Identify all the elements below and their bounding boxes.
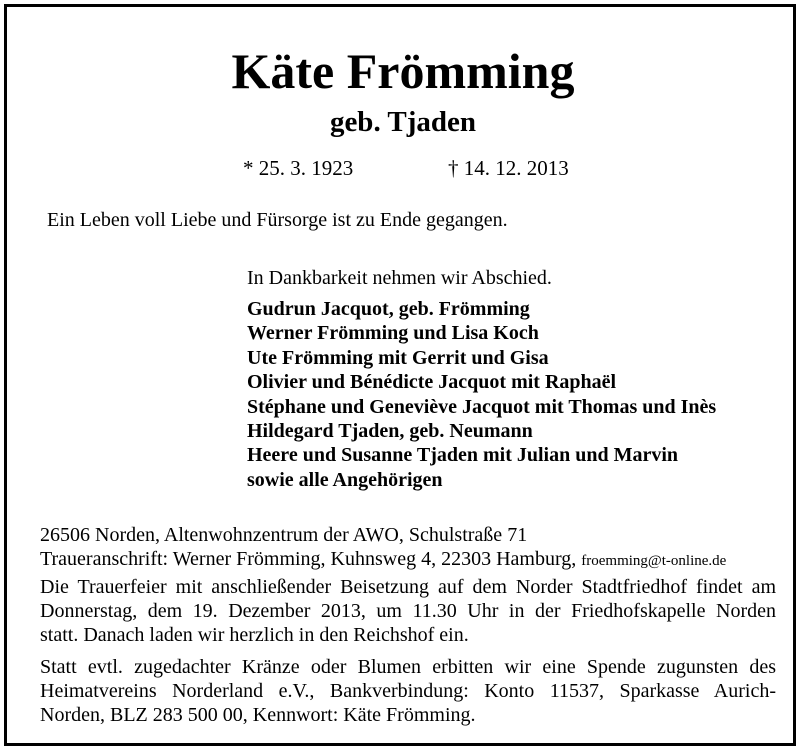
deceased-name: Käte Frömming [231, 43, 575, 99]
funeral-details [40, 575, 776, 647]
death-date: † 14. 12. 2013 [448, 156, 569, 180]
mourner-entry: Werner Frömming und Lisa Koch [247, 322, 539, 345]
residence-address: 26506 Norden, Altenwohnzentrum der AWO, Schulstraße 71 [40, 524, 528, 546]
donation-request [40, 655, 776, 727]
farewell-line: In Dankbarkeit nehmen wir Abschied. [247, 267, 552, 289]
funeral-details-line: Donnerstag, dem 19. Dezember 2013, um 11.30 Uhr in der Friedhofskapelle Norden [40, 600, 776, 622]
birth-date: * 25. 3. 1923 [243, 156, 354, 180]
donation-request-line: Norden, BLZ 283 500 00, Kennwort: Käte Frömming. [40, 704, 476, 726]
maiden-name: geb. Tjaden [329, 106, 477, 138]
mourning-address [40, 547, 726, 573]
mourning-address-text: Traueranschrift: Werner Frömming, Kuhnsweg 4, 22303 Hamburg, [40, 548, 577, 570]
obituary-notice [4, 4, 796, 746]
mourner-entry: sowie alle Angehörigen [247, 468, 443, 491]
mourner-entry: Gudrun Jacquot, geb. Frömming [247, 298, 530, 320]
mourner-entry: Olivier und Bénédicte Jacquot mit Raphaël [247, 371, 617, 394]
mourner-entry: Ute Frömming mit Gerrit und Gisa [247, 346, 549, 369]
contact-email: froemming@t-online.de [581, 553, 727, 569]
funeral-details-line: Die Trauerfeier mit anschließender Beisetzung auf dem Norder Stadtfriedhof findet am [40, 576, 776, 598]
mourners-list [247, 297, 716, 492]
funeral-details-line: statt. Danach laden wir herzlich in den Reichshof ein. [40, 624, 469, 646]
motto: Ein Leben voll Liebe und Fürsorge ist zu Ende gegangen. [47, 209, 508, 231]
donation-request-line: Heimatvereins Norderland e.V., Bankverbindung: Konto 11537, Sparkasse Aurich- [40, 680, 776, 702]
mourner-entry: Hildegard Tjaden, geb. Neumann [247, 420, 533, 443]
mourner-entry: Stéphane und Geneviève Jacquot mit Thomas und Inès [247, 395, 717, 418]
donation-request-line: Statt evtl. zugedachter Kränze oder Blumen erbitten wir eine Spende zugunsten des [40, 656, 776, 678]
mourner-entry: Heere und Susanne Tjaden mit Julian und Marvin [247, 444, 679, 467]
